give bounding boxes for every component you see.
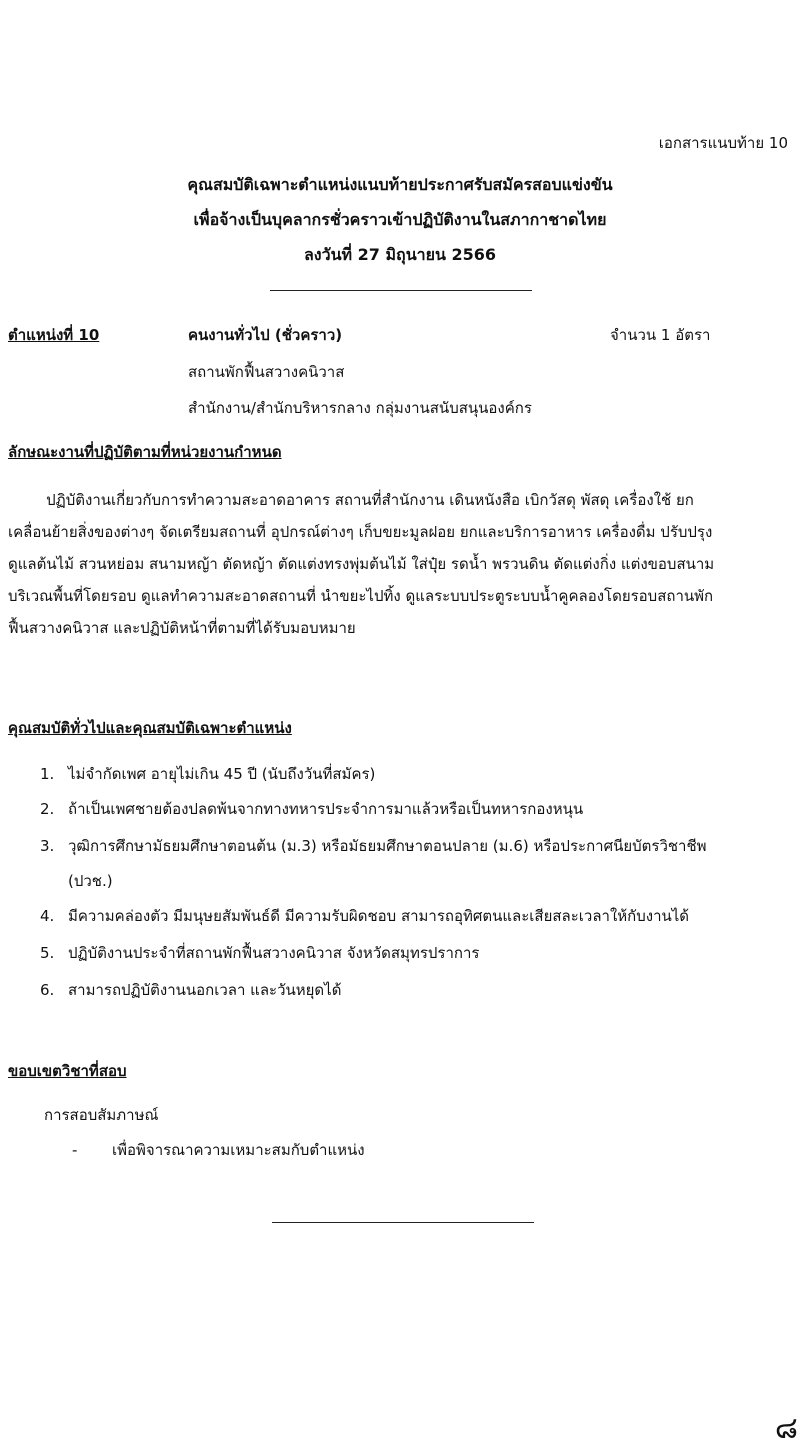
- duties-paragraph: [8, 484, 796, 644]
- footer-divider: [272, 1222, 534, 1223]
- qualification-item: มีความคล่องตัว มีมนุษยสัมพันธ์ดี มีความรับผิดชอบ สามารถอุทิศตนและเสียสละเวลาให้กับงานได้: [68, 907, 690, 925]
- exam-detail: เพื่อพิจารณาความเหมาะสมกับตำแหน่ง: [112, 1141, 365, 1159]
- qualifications-heading: คุณสมบัติทั่วไปและคุณสมบัติเฉพาะตำแหน่ง: [8, 719, 292, 737]
- doc-title-line1: คุณสมบัติเฉพาะตำแหน่งแนบท้ายประกาศรับสมัครสอบแข่งขัน: [187, 175, 613, 194]
- qualification-number: 6.: [40, 981, 55, 999]
- qualification-item-continued: (ปวช.): [68, 872, 113, 890]
- duties-line: เคลื่อนย้ายสิ่งของต่างๆ จัดเตรียมสถานที่ อุปกรณ์ต่างๆ เก็บขยะมูลฝอย ยกและบริการอาหาร เครื่องดื่ม ปรับปรุง: [8, 523, 713, 541]
- page-number: ๘: [774, 1411, 798, 1446]
- qualification-number: 1.: [40, 765, 55, 783]
- annex-label: เอกสารแนบท้าย 10: [658, 134, 788, 152]
- qualification-item: วุฒิการศึกษามัธยมศึกษาตอนต้น (ม.3) หรือมัธยมศึกษาตอนปลาย (ม.6) หรือประกาศนียบัตรวิชาชีพ: [68, 837, 707, 855]
- position-place: สถานพักฟื้นสวางคนิวาส: [188, 363, 345, 381]
- qualification-number: 4.: [40, 907, 55, 925]
- position-count: จำนวน 1 อัตรา: [610, 326, 711, 344]
- qualification-item: ไม่จำกัดเพศ อายุไม่เกิน 45 ปี (นับถึงวันที่สมัคร): [68, 765, 376, 783]
- qualification-item: สามารถปฏิบัติงานนอกเวลา และวันหยุดได้: [68, 981, 342, 999]
- qualification-item: ถ้าเป็นเพศชายต้องปลดพ้นจากทางทหารประจำการมาแล้วหรือเป็นทหารกองหนุน: [68, 800, 584, 818]
- qualification-item: ปฏิบัติงานประจำที่สถานพักฟื้นสวางคนิวาส จังหวัดสมุทรปราการ: [68, 944, 480, 962]
- duties-line: ปฏิบัติงานเกี่ยวกับการทำความสะอาดอาคาร สถานที่สำนักงาน เดินหนังสือ เบิกวัสดุ พัสดุ เครื่องใช้ ยก: [8, 491, 694, 509]
- doc-title-line2: เพื่อจ้างเป็นบุคลากรชั่วคราวเข้าปฏิบัติงานในสภากาชาดไทย: [193, 210, 607, 229]
- exam-bullet: -: [72, 1141, 78, 1159]
- duties-heading: ลักษณะงานที่ปฏิบัติตามที่หน่วยงานกำหนด: [8, 443, 282, 461]
- qualification-number: 5.: [40, 944, 55, 962]
- duties-line: ฟื้นสวางคนิวาส และปฏิบัติหน้าที่ตามที่ได้รับมอบหมาย: [8, 619, 356, 637]
- doc-date: ลงวันที่ 27 มิถุนายน 2566: [303, 245, 497, 264]
- exam-heading: ขอบเขตวิชาที่สอบ: [8, 1062, 127, 1080]
- position-name: คนงานทั่วไป (ชั่วคราว): [188, 326, 343, 344]
- duties-line: บริเวณพื้นที่โดยรอบ ดูแลทำความสะอาดสถานที่ นำขยะไปทิ้ง ดูแลระบบประตูระบบน้ำคูคลองโดยรอบสถานพัก: [8, 587, 714, 605]
- exam-type: การสอบสัมภาษณ์: [44, 1106, 159, 1124]
- qualification-number: 3.: [40, 837, 55, 855]
- qualification-number: 2.: [40, 800, 55, 818]
- position-label: ตำแหน่งที่ 10: [8, 326, 100, 344]
- duties-line: ดูแลต้นไม้ สวนหย่อม สนามหญ้า ตัดหญ้า ตัดแต่งทรงพุ่มต้นไม้ ใส่ปุ๋ย รดน้ำ พรวนดิน ตัดแต่งกิ่ง แต่งขอบสนาม: [8, 555, 715, 573]
- position-office: สำนักงาน/สำนักบริหารกลาง กลุ่มงานสนับสนุนองค์กร: [188, 399, 532, 417]
- header-divider: [270, 290, 532, 291]
